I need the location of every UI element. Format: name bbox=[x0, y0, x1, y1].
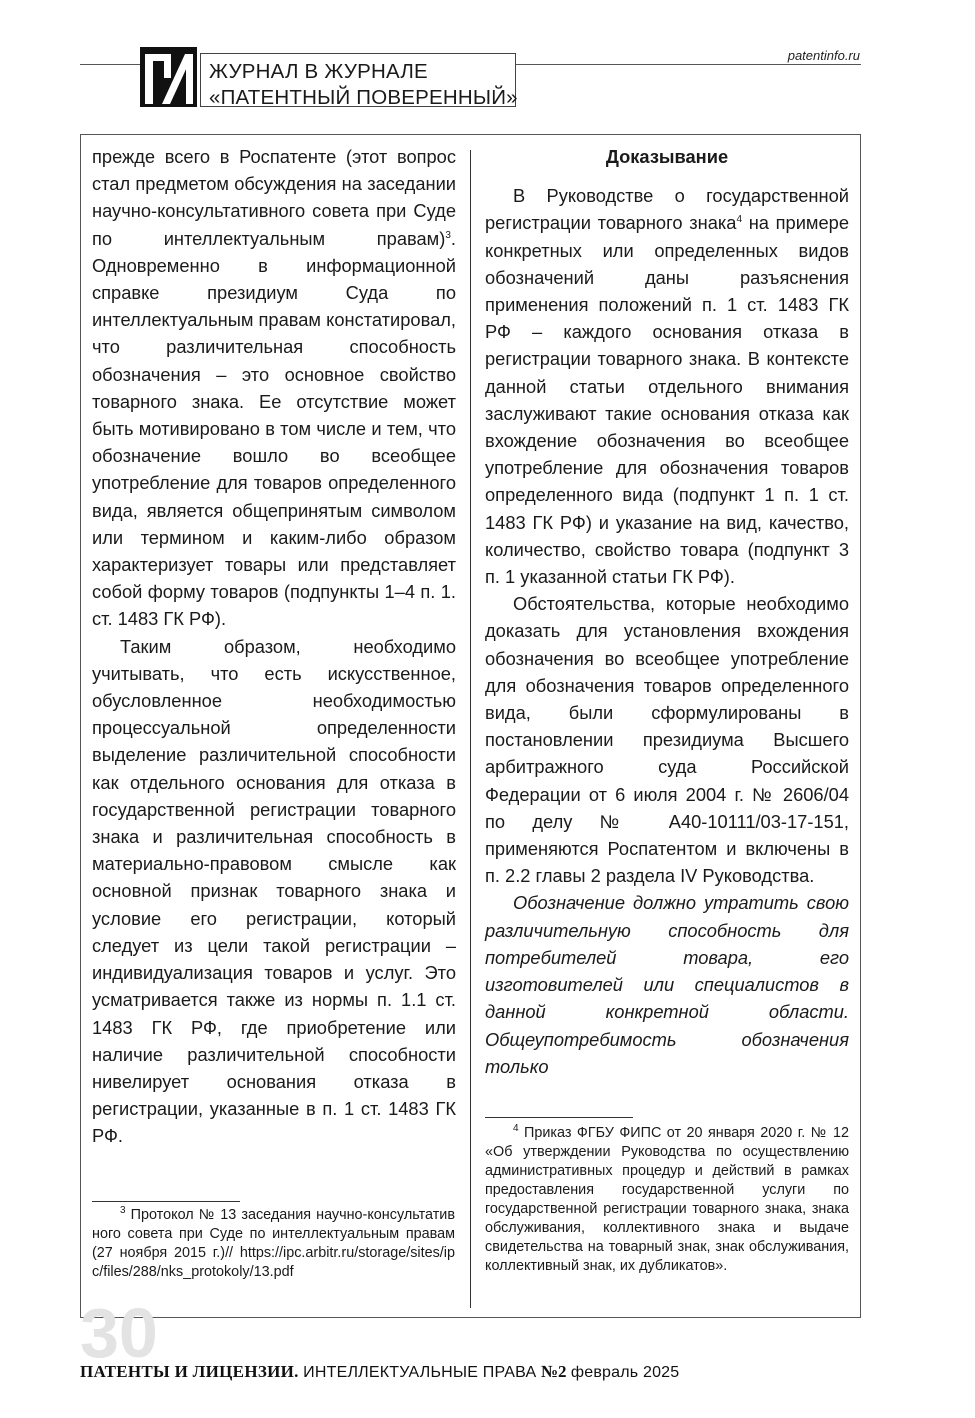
header-line-1: ЖУРНАЛ В ЖУРНАЛЕ bbox=[209, 60, 428, 83]
column-divider bbox=[470, 150, 471, 1308]
footer-section: ИНТЕЛЛЕКТУАЛЬНЫЕ ПРАВА bbox=[303, 1364, 537, 1381]
right-paragraph-3: Обозначение должно утратить свою различительную способность для потребителей товара, его изготовителей или специалистов в данной конкретной области. Общеупотребимость обозначения только bbox=[485, 892, 849, 1077]
footnote-4-number: 4 bbox=[513, 1123, 519, 1135]
right-p1-text-a: В Руководстве о государственной регистрации товарного знака bbox=[485, 185, 849, 234]
footnote-4-text: Приказ ФГБУ ФИПС от 20 января 2020 г. № 12 «Об утверждении Руководства по осуществлению административных процедур и действий в рамках предоставления государственной услуги по государственной регистрации товарного знака, знака обслуживания, коллективного знака и выдаче свидетельства на товарный знак, знак обслуживания, коллективный знак, их дубликатов». bbox=[485, 1125, 849, 1274]
footer-date: февраль 2025 bbox=[570, 1364, 680, 1381]
footer-issue-number: 2 bbox=[557, 1362, 567, 1381]
right-footnote bbox=[485, 1124, 849, 1276]
footnote-ref-4[interactable]: 4 bbox=[736, 214, 742, 226]
footnote-3-number: 3 bbox=[120, 1205, 126, 1217]
section-heading: Доказывание bbox=[605, 146, 729, 167]
footer bbox=[80, 1362, 679, 1382]
right-column bbox=[485, 143, 849, 1080]
left-paragraph-2: Таким образом, необходимо учитывать, что есть искусственное, обусловленное необходимостью процессуальной определенности выделение различительной способности как отдельного основания для отказа в государственной регистрации товарного знака и различительная способность в материально-правовом смысле как основной признак товарного знака и условие его регистрации, который следует из цели такой регистрации – индивидуализация товаров и услуг. Это усматривается также из нормы п. 1.1 ст. 1483 ГК РФ, где приобретение или наличие различительной способности нивелирует основания отказа в регистрации, указанные в п. 1 ст. 1483 ГК РФ. bbox=[92, 635, 456, 1147]
right-paragraph-2: Обстоятельства, которые необходимо доказать для установления вхождения обозначения во всеобщее употребление для обозначения товаров определенного вида, были сформулированы в постановлении президиума Высшего арбитражного суда Российской Федерации от 6 июля 2004 г. № 2606/04 по делу № А40-10111/03-17-151, применяются Роспатентом и включены в п. 2.2 главы 2 раздела IV Руководства. bbox=[485, 593, 849, 887]
header-line-2: «ПАТЕНТНЫЙ ПОВЕРЕННЫЙ» bbox=[209, 86, 518, 109]
journal-logo-graphic bbox=[140, 47, 197, 107]
footer-journal-title: ПАТЕНТЫ И ЛИЦЕНЗИИ. bbox=[80, 1362, 299, 1381]
left-paragraph-1 bbox=[92, 143, 456, 633]
left-p1-text-b: . Одновременно в информационной справке президиум Суда по интеллектуальным правам констатировал, что различительная способность обозначения – это основное свойство товарного знака. Ее отсутствие может быть мотивировано в том числе и тем, что обозначение вошло во всеобщее употребление для товаров определенного вида, является общепринятым символом или термином и каким-либо образом характеризует товары или представляет собой форму товаров (подпункты 1–4 п. 1. ст. 1483 ГК РФ). bbox=[92, 227, 456, 630]
right-p1-text-b: на примере конкретных или определенных видов обозначений даны разъяснения применения положений п. 1 ст. 1483 ГК РФ – каждого основания отказа в регистрации товарного знака. В контексте данной статьи отдельного внимания заслуживают такие основания отказа как вхождение обозначения во всеобщее употребление для обозначения товаров определенного вида (подпункт 1 п. 1 ст. 1483 ГК РФ) и указание на вид, качество, количество, свойство товара (подпункт 3 п. 1 указанной статьи ГК РФ). bbox=[485, 212, 849, 588]
right-paragraph-1 bbox=[485, 182, 849, 590]
left-p1-text-a: прежде всего в Роспатенте (этот вопрос стал предметом обсуждения на заседании научно-консультативного совета при Суде по интеллектуальным правам) bbox=[92, 146, 456, 249]
left-footnote-rule bbox=[92, 1201, 240, 1202]
footnote-ref-3[interactable]: 3 bbox=[445, 229, 451, 241]
right-footnote-rule bbox=[485, 1117, 633, 1118]
page-number: 30 bbox=[80, 1294, 158, 1372]
left-footnote bbox=[92, 1206, 455, 1282]
footnote-3 bbox=[92, 1206, 455, 1282]
header-rule-right bbox=[516, 64, 861, 65]
header-rule-left bbox=[80, 64, 140, 65]
site-link[interactable]: patentinfo.ru bbox=[787, 48, 860, 63]
footnote-3-text: Протокол № 13 заседания научно-консультативного совета при Суде по интеллектуальным правам (27 ноября 2015 г.)// https://ipc.arbitr.ru/storage/sites/ipc/files/288/nks_protokoly/13.pdf bbox=[92, 1207, 455, 1280]
footnote-4 bbox=[485, 1124, 849, 1276]
journal-section-header bbox=[200, 53, 516, 107]
journal-logo-icon bbox=[140, 47, 197, 107]
footer-issue-sign: № bbox=[540, 1362, 558, 1381]
left-column bbox=[92, 143, 456, 1150]
